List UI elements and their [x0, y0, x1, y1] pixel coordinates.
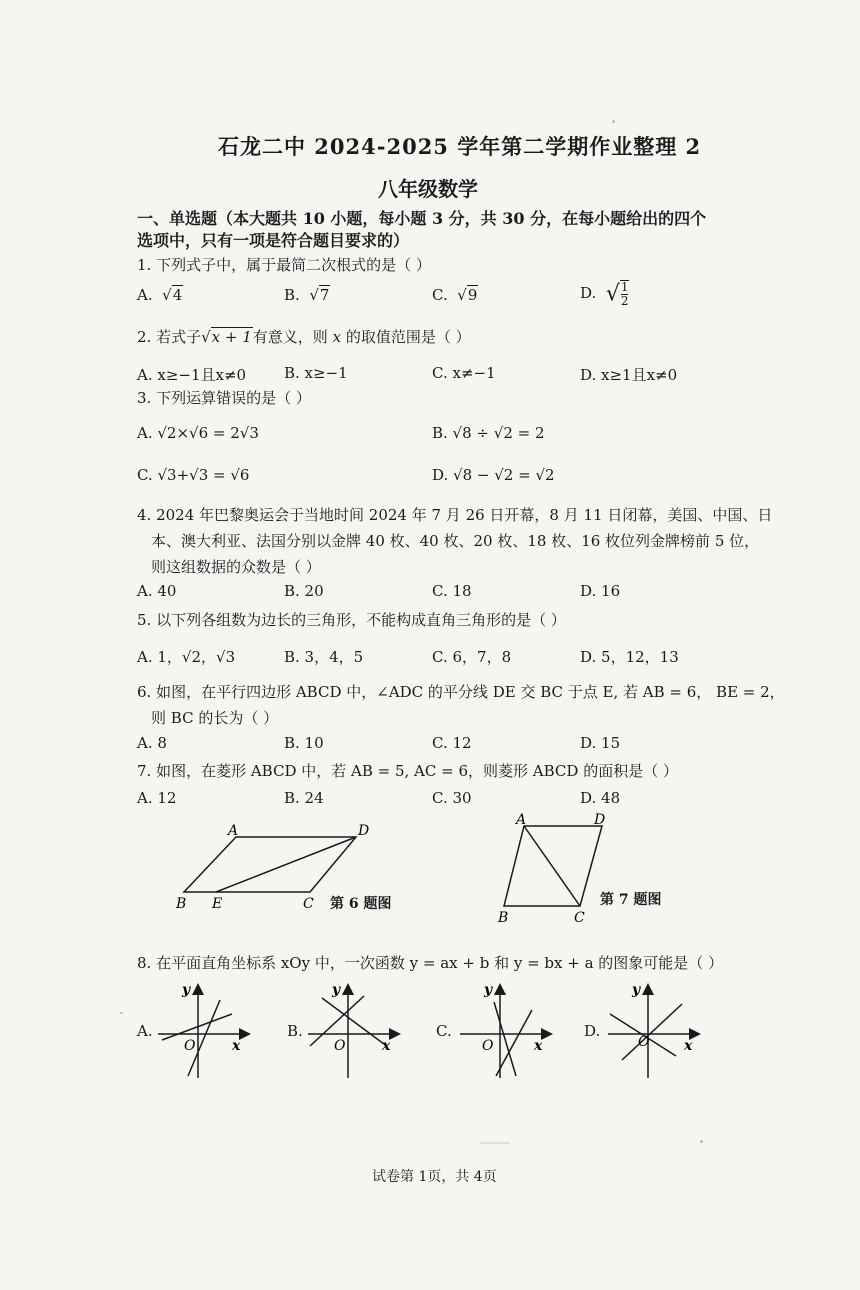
q1-option-d-denominator: 2	[620, 294, 629, 308]
section-heading-line2: 选项中，只有一项是符合题目要求的）	[137, 231, 410, 250]
q8-a-axis-x: x	[232, 1038, 241, 1054]
q1-option-d-fraction	[620, 280, 630, 308]
page-title: 石龙二中 2024-2025 学年第二学期作业整理 2	[218, 134, 702, 159]
q4-stem-line2: 本、澳大利亚、法国分别以金牌 40 枚、40 枚、20 枚、18 枚、16 枚位列金牌榜前 5 位，	[151, 532, 760, 550]
fig6-label-e: E	[212, 896, 223, 912]
q3-option-b: B. √8 ÷ √2 = 2	[432, 424, 545, 442]
q8-b-origin: O	[334, 1038, 346, 1054]
q6-option-b: B. 10	[284, 734, 324, 752]
q8-option-c-label: C.	[436, 1022, 452, 1040]
figure-6-caption: 第 6 题图	[330, 896, 392, 912]
diagonal-ac	[524, 826, 580, 906]
q1-option-b-radicand: 7	[319, 286, 330, 304]
q6-option-a: A. 8	[137, 734, 167, 752]
q6-option-d: D. 15	[580, 734, 621, 752]
q3-option-c: C. √3+√3 = √6	[137, 466, 250, 484]
q8-c-origin: O	[482, 1038, 494, 1054]
q3-option-a: A. √2×√6 = 2√3	[137, 424, 259, 442]
q3-option-d: D. √8 − √2 = √2	[432, 466, 555, 484]
q5-option-b: B. 3，4，5	[284, 648, 364, 666]
q2-stem-mid: 有意义，则	[252, 328, 328, 346]
q2-stem: 2. 若式子√x + 1有意义，则 x 的取值范围是（ ）	[137, 328, 471, 346]
q8-d-origin: O	[638, 1034, 650, 1050]
section-heading-line1: 一、单选题（本大题共 10 小题，每小题 3 分，共 30 分，在每小题给出的四个	[137, 209, 707, 228]
q3-stem: 3. 下列运算错误的是（ ）	[137, 389, 311, 407]
fig6-label-d: D	[358, 823, 370, 839]
q7-option-b: B. 24	[284, 789, 324, 807]
q1-option-a-label: A.	[137, 286, 153, 304]
q7-option-c: C. 30	[432, 789, 472, 807]
q1-option-a-radicand: 4	[172, 286, 183, 304]
q7-stem: 7. 如图，在菱形 ABCD 中，若 AB = 5, AC = 6，则菱形 ABCD 的面积是（ ）	[137, 762, 678, 780]
q8-d-axis-y: y	[632, 982, 641, 998]
q8-b-axis-y: y	[332, 982, 341, 998]
q2-stem-variable: x	[332, 328, 342, 346]
q8-c-axis-y: y	[484, 982, 493, 998]
q1-option-c-radicand: 9	[467, 286, 478, 304]
q2-option-d: D. x≥1且x≠0	[580, 366, 678, 384]
q4-option-b: B. 20	[284, 582, 324, 600]
fig6-label-a: A	[228, 823, 239, 839]
q4-option-a: A. 40	[137, 582, 177, 600]
rhombus-abcd	[504, 826, 602, 906]
q8-b-axis-x: x	[382, 1038, 391, 1054]
bisector-de	[216, 837, 356, 892]
parallelogram-abcd	[184, 837, 356, 892]
q8-option-a-label: A.	[137, 1022, 153, 1040]
q8-graph-d	[600, 980, 710, 1080]
q2-option-c: C. x≠−1	[432, 364, 496, 382]
q1-option-b: B. √7	[284, 286, 330, 304]
q4-stem-line3: 则这组数据的众数是（ ）	[151, 558, 321, 576]
q2-option-b: B. x≥−1	[284, 364, 348, 382]
fig7-label-a: A	[516, 812, 527, 828]
q1-stem: 1. 下列式子中，属于最简二次根式的是（ ）	[137, 256, 431, 274]
q7-option-d: D. 48	[580, 789, 621, 807]
q8-a-axis-y: y	[182, 982, 191, 998]
q8-graph-c	[452, 980, 562, 1080]
q1-option-b-label: B.	[284, 286, 300, 304]
q2-stem-pre: 2. 若式子	[137, 328, 202, 346]
q8-d-axis-x: x	[684, 1038, 693, 1054]
fig7-label-b: B	[498, 910, 509, 925]
q7-option-a: A. 12	[137, 789, 177, 807]
subject-title: 八年级数学	[378, 177, 478, 201]
fig6-label-c: C	[303, 896, 314, 912]
page-footer: 试卷第 1页，共 4页	[372, 1169, 497, 1185]
q8-a-origin: O	[184, 1038, 196, 1054]
q1-option-c-label: C.	[432, 286, 448, 304]
q8-option-d-label: D.	[584, 1022, 601, 1040]
q4-option-d: D. 16	[580, 582, 621, 600]
figure-7-caption: 第 7 题图	[600, 892, 662, 908]
q2-stem-post: 的取值范围是（ ）	[345, 328, 471, 346]
q4-stem-line1: 4. 2024 年巴黎奥运会于当地时间 2024 年 7 月 26 日开幕，8 月 11 日闭幕，美国、中国、日	[137, 506, 773, 524]
q8-graph-a	[150, 980, 260, 1080]
q6-option-c: C. 12	[432, 734, 472, 752]
q1-option-d-label: D.	[580, 284, 597, 302]
fig7-label-c: C	[574, 910, 585, 925]
q5-option-d: D. 5，12，13	[580, 648, 679, 666]
q8-graph-b	[300, 980, 410, 1080]
q8-stem: 8. 在平面直角坐标系 xOy 中，一次函数 y = ax + b 和 y = bx + a 的图象可能是（ ）	[137, 954, 724, 972]
q5-stem: 5. 以下列各组数为边长的三角形，不能构成直角三角形的是（ ）	[137, 611, 566, 629]
q6-stem-line1: 6. 如图，在平行四边形 ABCD 中，∠ADC 的平分线 DE 交 BC 于点 E, 若 AB = 6， BE = 2，	[137, 683, 785, 701]
q1-option-a: A. √4	[137, 286, 183, 304]
q8-c-axis-x: x	[534, 1038, 543, 1054]
q4-option-c: C. 18	[432, 582, 472, 600]
q2-option-a: A. x≥−1且x≠0	[137, 366, 247, 384]
q2-stem-radicand: x + 1	[211, 328, 252, 346]
fig6-label-b: B	[176, 896, 187, 912]
q8-option-b-label: B.	[287, 1022, 303, 1040]
q6-stem-line2: 则 BC 的长为（ ）	[151, 709, 279, 727]
q5-option-a: A. 1，√2，√3	[137, 648, 236, 666]
q1-option-c: C. √9	[432, 286, 478, 304]
q1-option-d-numerator: 1	[620, 280, 629, 294]
q1-option-d: D. √ $\frac{1}{2}$	[580, 280, 629, 308]
q5-option-c: C. 6，7，8	[432, 648, 512, 666]
fig7-label-d: D	[594, 812, 606, 828]
